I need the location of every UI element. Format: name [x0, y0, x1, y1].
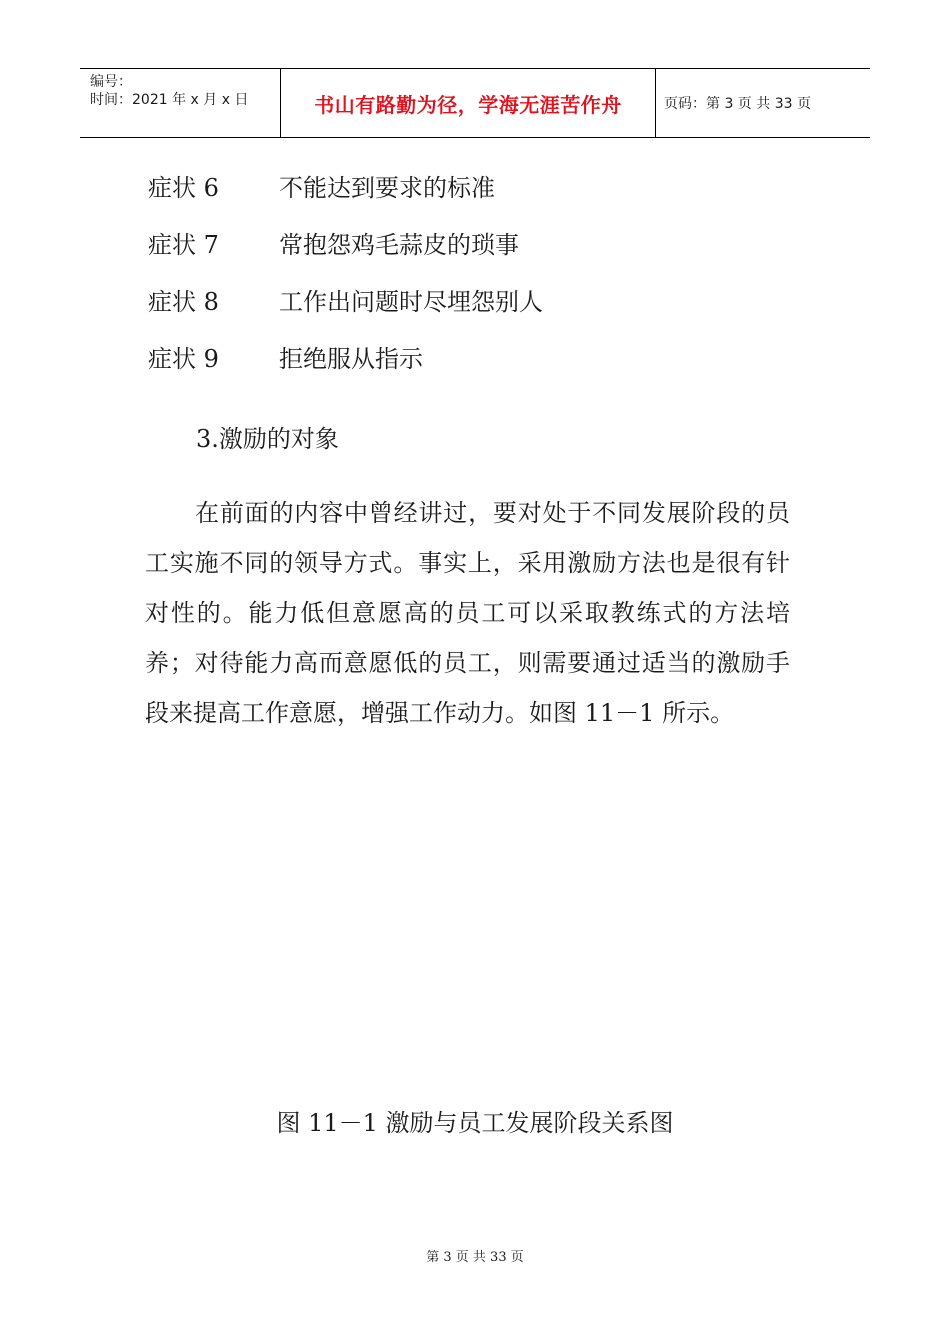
document-date: 时间：2021 年 x 月 x 日: [90, 92, 249, 108]
page-header: [80, 68, 870, 138]
header-page-info: 页码：第 3 页 共 33 页: [664, 96, 811, 112]
symptom-row: [148, 344, 423, 374]
document-number-label: 编号：: [90, 74, 132, 90]
symptom-label: 症状 9: [148, 345, 219, 373]
symptom-label: 症状 6: [148, 174, 219, 202]
symptom-text: 工作出问题时尽埋怨别人: [279, 288, 543, 316]
symptom-row: [148, 287, 543, 317]
symptom-text: 拒绝服从指示: [279, 345, 423, 373]
header-meta: [80, 69, 280, 137]
page-footer: 第 3 页 共 33 页: [426, 1250, 524, 1265]
symptom-text: 不能达到要求的标准: [279, 174, 495, 202]
symptom-label: 症状 7: [148, 231, 219, 259]
header-motto: 书山有路勤为径，学海无涯苦作舟: [314, 92, 622, 117]
section-heading: 3.激励的对象: [196, 425, 339, 453]
header-motto-cell: [280, 69, 656, 137]
header-page-info-cell: [654, 69, 870, 137]
figure-caption: 图 11－1 激励与员工发展阶段关系图: [276, 1109, 674, 1137]
symptom-label: 症状 8: [148, 288, 219, 316]
symptom-text: 常抱怨鸡毛蒜皮的琐事: [279, 231, 519, 259]
symptom-row: [148, 173, 495, 203]
symptom-row: [148, 230, 519, 260]
body-paragraph: 在前面的内容中曾经讲过，要对处于不同发展阶段的员工实施不同的领导方式。事实上，采用激励方法也是很有针对性的。能力低但意愿高的员工可以采取教练式的方法培养；对待能力高而意愿低的员工，则需要通过适当的激励手段来提高工作意愿，增强工作动力。如图 11－1 所示。: [145, 499, 790, 727]
